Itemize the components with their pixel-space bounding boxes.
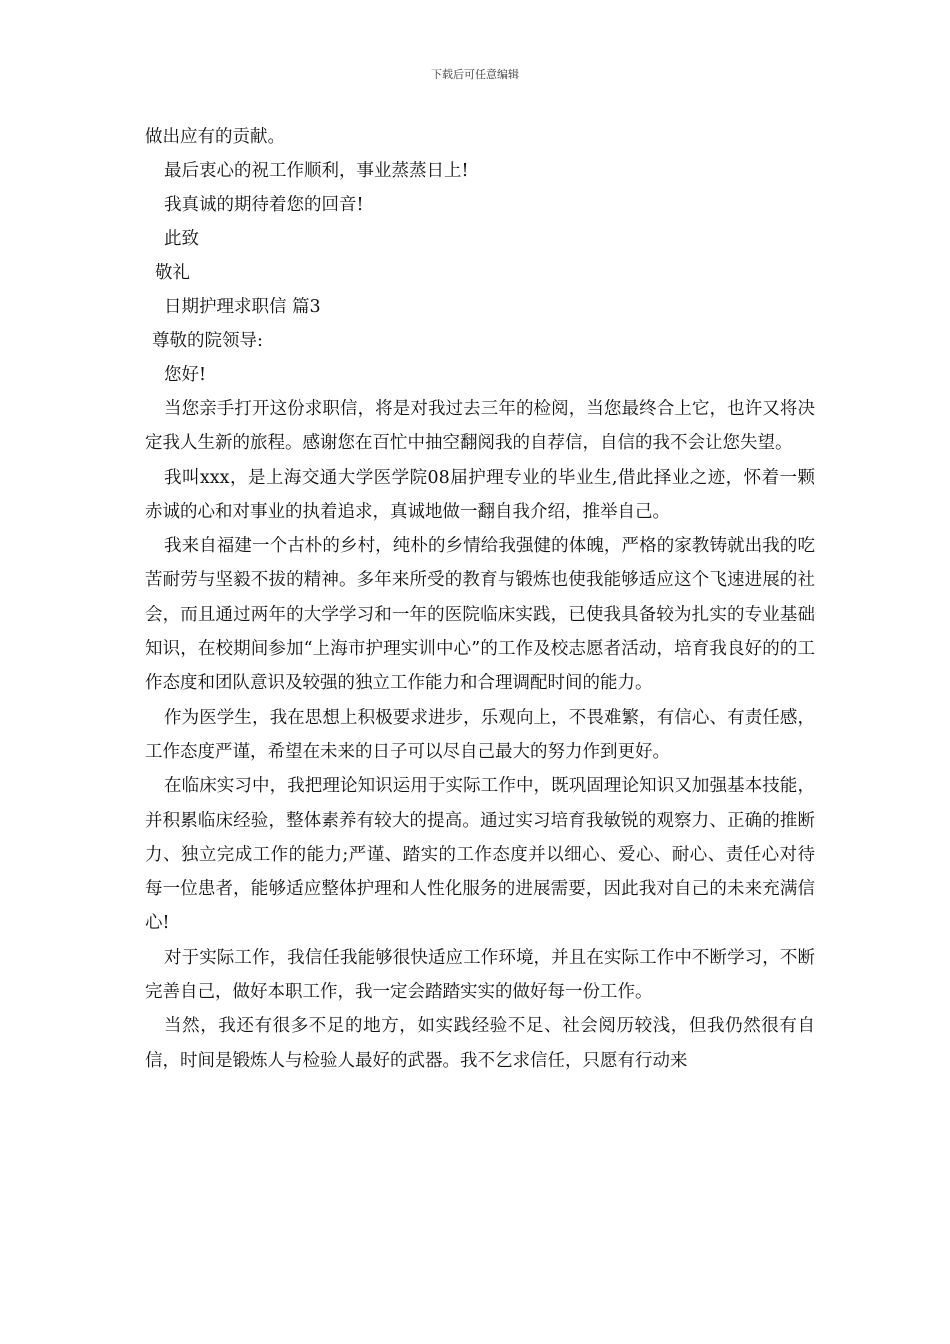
paragraph-self-intro: 我叫xxx，是上海交通大学医学院08届护理专业的毕业生,借此择业之迹，怀着一颗赤诚的心和对事业的执着追求，真诚地做一翻自我介绍，推举自己。 (145, 467, 815, 522)
greeting-recipient: 尊敬的院领导: (152, 331, 263, 351)
salutation-cizhi: 此致 (164, 229, 199, 249)
greeting-hello: 您好! (164, 365, 207, 385)
paragraph-clinical: 在临床实习中，我把理论知识运用于实际工作中，既巩固理论知识又加强基本技能，并积累临床经验，整体素养有较大的提高。通过实习培育我敏锐的观察力、正确的推断力、独立完成工作的能力;严谨、踏实的工作态度并以细心、爱心、耐心、责任心对待每一位患者，能够适应整体护理和人性化服务的进展需要，因此我对自己的未来充满信心! (145, 776, 815, 934)
paragraph-intro: 当您亲手打开这份求职信，将是对我过去三年的检阅，当您最终合上它，也许又将决定我人生新的旅程。感谢您在百忙中抽空翻阅我的自荐信，自信的我不会让您失望。 (145, 399, 815, 454)
paragraph-shortcomings: 当然，我还有很多不足的地方，如实践经验不足、社会阅历较浅，但我仍然很有自信，时间是锻炼人与检验人最好的武器。我不乞求信任，只愿有行动来 (145, 1016, 815, 1071)
closing-reply-line: 我真诚的期待着您的回音! (164, 195, 364, 215)
closing-line-contribution: 做出应有的贡献。 (145, 127, 285, 147)
letter-body (145, 120, 815, 1078)
paragraph-attitude: 作为医学生，我在思想上积极要求进步，乐观向上，不畏难繁，有信心、有责任感，工作态度严谨，希望在未来的日子可以尽自己最大的努力作到更好。 (145, 707, 815, 762)
header-note: 下载后可任意编辑 (431, 68, 519, 81)
paragraph-background: 我来自福建一个古朴的乡村，纯朴的乡情给我强健的体魄，严格的家教铸就出我的吃苦耐劳与坚毅不拔的精神。多年来所受的教育与锻炼也使我能够适应这个飞速进展的社会，而且通过两年的大学学习和一年的医院临床实践，已使我具备较为扎实的专业基础知识，在校期间参加“上海市护理实训中心”的工作及校志愿者活动，培育我良好的的工作态度和团队意识及较强的独立工作能力和合理调配时间的能力。 (145, 536, 815, 694)
paragraph-work: 对于实际工作，我信任我能够很快适应工作环境，并且在实际工作中不断学习，不断完善自己，做好本职工作，我一定会踏踏实实的做好每一份工作。 (145, 947, 815, 1003)
closing-wish-line: 最后衷心的祝工作顺利，事业蒸蒸日上! (164, 161, 469, 181)
salutation-jingli: 敬礼 (155, 263, 190, 283)
section-title: 日期护理求职信 篇3 (164, 297, 321, 317)
